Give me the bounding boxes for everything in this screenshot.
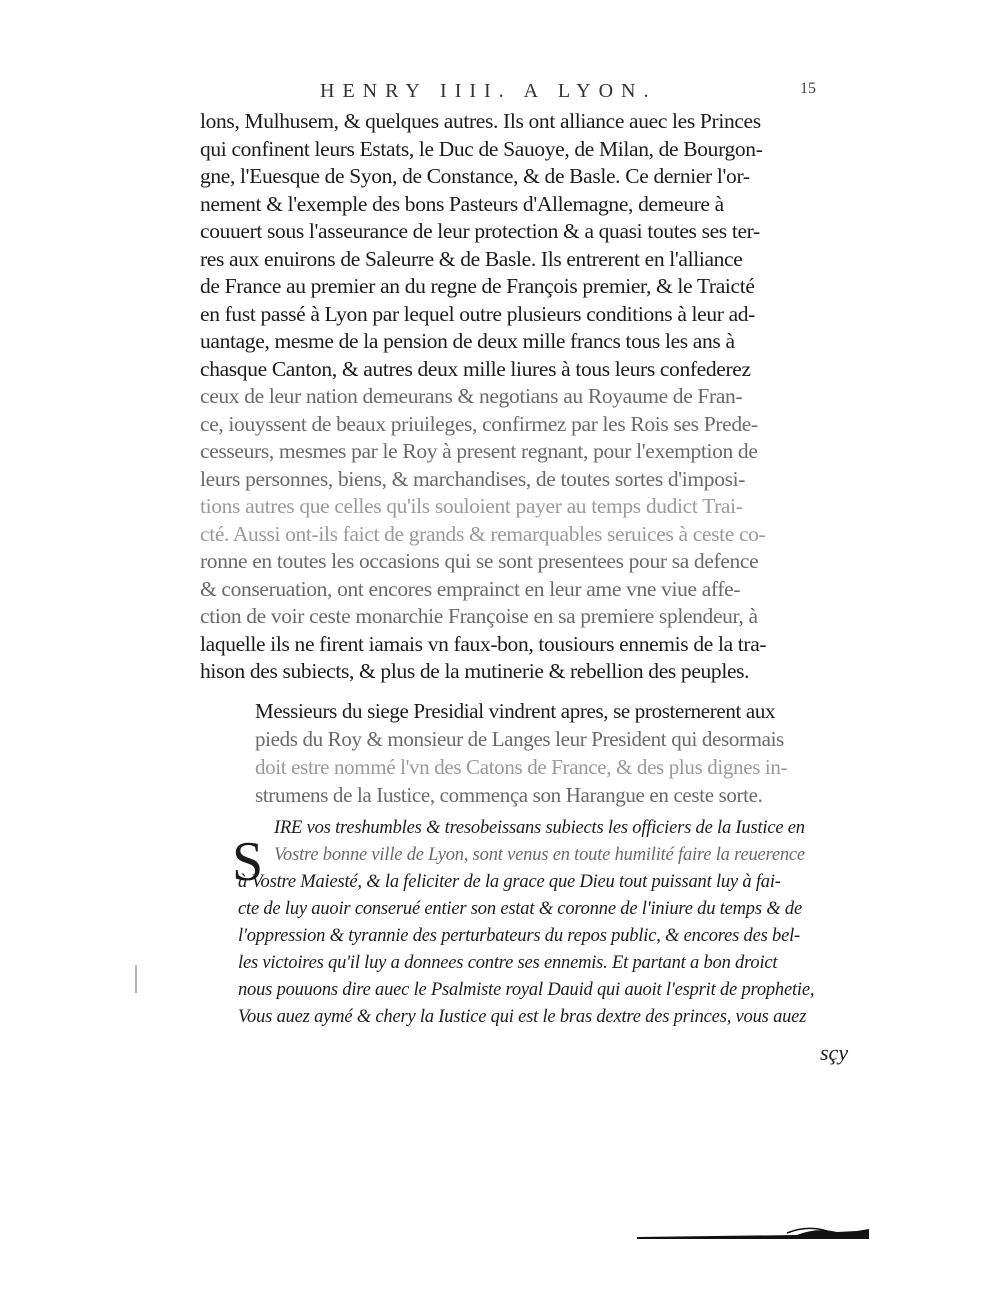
text-line: nous pouuons dire auec le Psalmiste royal Dauid qui auoit l'esprit de prophetie, xyxy=(238,980,815,1000)
text-line: leurs personnes, biens, & marchandises, de toutes sortes d'imposi- xyxy=(200,466,746,491)
text-line: de France au premier an du regne de François premier, & le Traicté xyxy=(200,274,755,298)
text-line: strumens de la Iustice, commença son Harangue en ceste sorte. xyxy=(255,783,763,807)
text-line: ceux de leur nation demeurans & negotians au Royaume de Fran- xyxy=(200,384,743,408)
page-number: 15 xyxy=(800,80,816,97)
text-line: l'oppression & tyrannie des perturbateurs du repos public, & encores des bel- xyxy=(238,926,800,946)
paragraph-swiss-alliance xyxy=(200,108,860,686)
text-line: Messieurs du siege Presidial vindrent apres, se prosternerent aux xyxy=(255,699,776,723)
text-line: gne, l'Euesque de Syon, de Constance, & de Basle. Ce dernier l'or- xyxy=(200,164,750,188)
text-line: laquelle ils ne firent iamais vn faux-bon, tousiours ennemis de la tra- xyxy=(200,631,767,656)
text-line: à Vostre Maiesté, & la feliciter de la grace que Dieu tout puissant luy à fai- xyxy=(238,872,781,892)
paragraph-presidial xyxy=(255,697,855,809)
gutter-mark xyxy=(135,965,137,993)
text-line: hison des subiects, & plus de la mutinerie & rebellion des peuples. xyxy=(200,659,750,683)
text-line: ronne en toutes les occasions qui se sont presentees pour sa defence xyxy=(200,549,759,573)
catchword: sçy xyxy=(820,1040,849,1065)
text-line: ction de voir ceste monarchie Françoise en sa premiere splendeur, à xyxy=(200,604,758,628)
text-line: cte de luy auoir conserué entier son estat & coronne de l'iniure du temps & de xyxy=(238,899,802,919)
text-line: qui confinent leurs Estats, le Duc de Sauoye, de Milan, de Bourgon- xyxy=(200,136,763,161)
text-line: lons, Mulhusem, & quelques autres. Ils ont alliance auec les Princes xyxy=(200,109,761,133)
text-line: doit estre nommé l'vn des Catons de France, & des plus dignes in- xyxy=(255,755,788,779)
text-line: chasque Canton, & autres deux mille liures à tous leurs confederez xyxy=(200,356,751,381)
harangue-text xyxy=(238,815,868,1031)
text-line: & conseruation, ont encores emprainct en leur ame vne viue affe- xyxy=(200,576,741,601)
running-head: HENRY IIII. A LYON. xyxy=(320,80,657,102)
text-line: en fust passé à Lyon par lequel outre plusieurs conditions à leur ad- xyxy=(200,301,755,326)
text-line: cté. Aussi ont-ils faict de grands & remarquables seruices à ceste co- xyxy=(200,521,766,546)
text-line: couuert sous l'asseurance de leur protection & a quasi toutes ses ter- xyxy=(200,219,760,243)
text-line: uantage, mesme de la pension de deux mille francs tous les ans à xyxy=(200,329,735,353)
text-line: nement & l'exemple des bons Pasteurs d'Allemagne, demeure à xyxy=(200,191,724,216)
page-edge-mark xyxy=(637,1223,869,1241)
text-line: ce, iouyssent de beaux priuileges, confirmez par les Rois ses Prede- xyxy=(200,411,758,436)
text-line: Vous auez aymé & chery la Iustice qui est le bras dextre des princes, vous auez xyxy=(238,1007,807,1027)
text-line: les victoires qu'il luy a donnees contre ses ennemis. Et partant a bon droict xyxy=(238,953,778,973)
text-line: res aux enuirons de Saleurre & de Basle. Ils entrerent en l'alliance xyxy=(200,246,743,271)
text-line: Vostre bonne ville de Lyon, sont venus en toute humilité faire la reuerence xyxy=(274,845,805,865)
text-line: cesseurs, mesmes par le Roy à present regnant, pour l'exemption de xyxy=(200,439,758,463)
text-line: pieds du Roy & monsieur de Langes leur President qui desormais xyxy=(255,727,784,751)
text-line: IRE vos treshumbles & tresobeissans subiects les officiers de la Iustice en xyxy=(274,818,805,838)
drop-cap: S xyxy=(232,831,264,893)
text-line: tions autres que celles qu'ils souloient payer au temps dudict Trai- xyxy=(200,494,743,518)
